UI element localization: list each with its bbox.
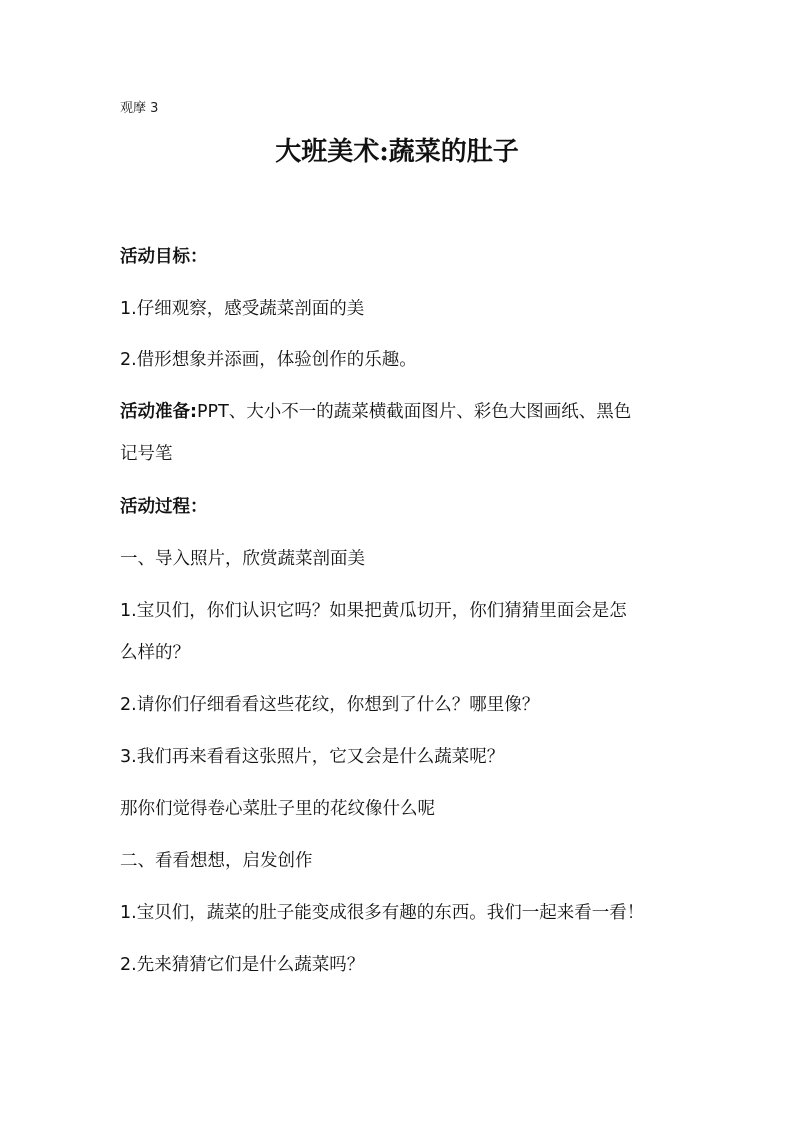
document-title: 大班美术:蔬菜的肚子 [275, 137, 519, 167]
section-1-followup: 那你们觉得卷心菜肚子里的花纹像什么呢 [120, 799, 435, 819]
preparation-text: PPT、大小不一的蔬菜横截面图片、彩色大图画纸、黑色 [197, 402, 632, 422]
goal-item-2: 2.借形想象并添画，体验创作的乐趣。 [120, 350, 417, 370]
section-1-title: 一、导入照片，欣赏蔬菜剖面美 [120, 549, 365, 569]
preparation-label: 活动准备: [120, 402, 197, 422]
section-2-item-2: 2.先来猜猜它们是什么蔬菜吗？ [120, 955, 365, 975]
section-1-item-1-line-1: 1.宝贝们，你们认识它吗？如果把黄瓜切开，你们猜猜里面会是怎 [120, 601, 627, 621]
process-heading: 活动过程： [120, 497, 208, 517]
goal-item-1: 1.仔细观察，感受蔬菜剖面的美 [120, 299, 365, 319]
section-1-item-2: 2.请你们仔细看看这些花纹，你想到了什么？哪里像？ [120, 695, 540, 715]
goals-heading: 活动目标： [120, 247, 208, 267]
preparation-line-2: 记号笔 [120, 444, 173, 464]
preparation-line-1 [120, 399, 631, 425]
section-1-item-1-line-2: 么样的？ [120, 643, 190, 663]
section-2-item-1: 1.宝贝们，蔬菜的肚子能变成很多有趣的东西。我们一起来看一看！ [120, 903, 645, 923]
section-2-title: 二、看看想想，启发创作 [120, 851, 313, 871]
header-tag: 观摩 3 [120, 101, 159, 116]
section-1-item-3: 3.我们再来看看这张照片，它又会是什么蔬菜呢？ [120, 747, 505, 767]
